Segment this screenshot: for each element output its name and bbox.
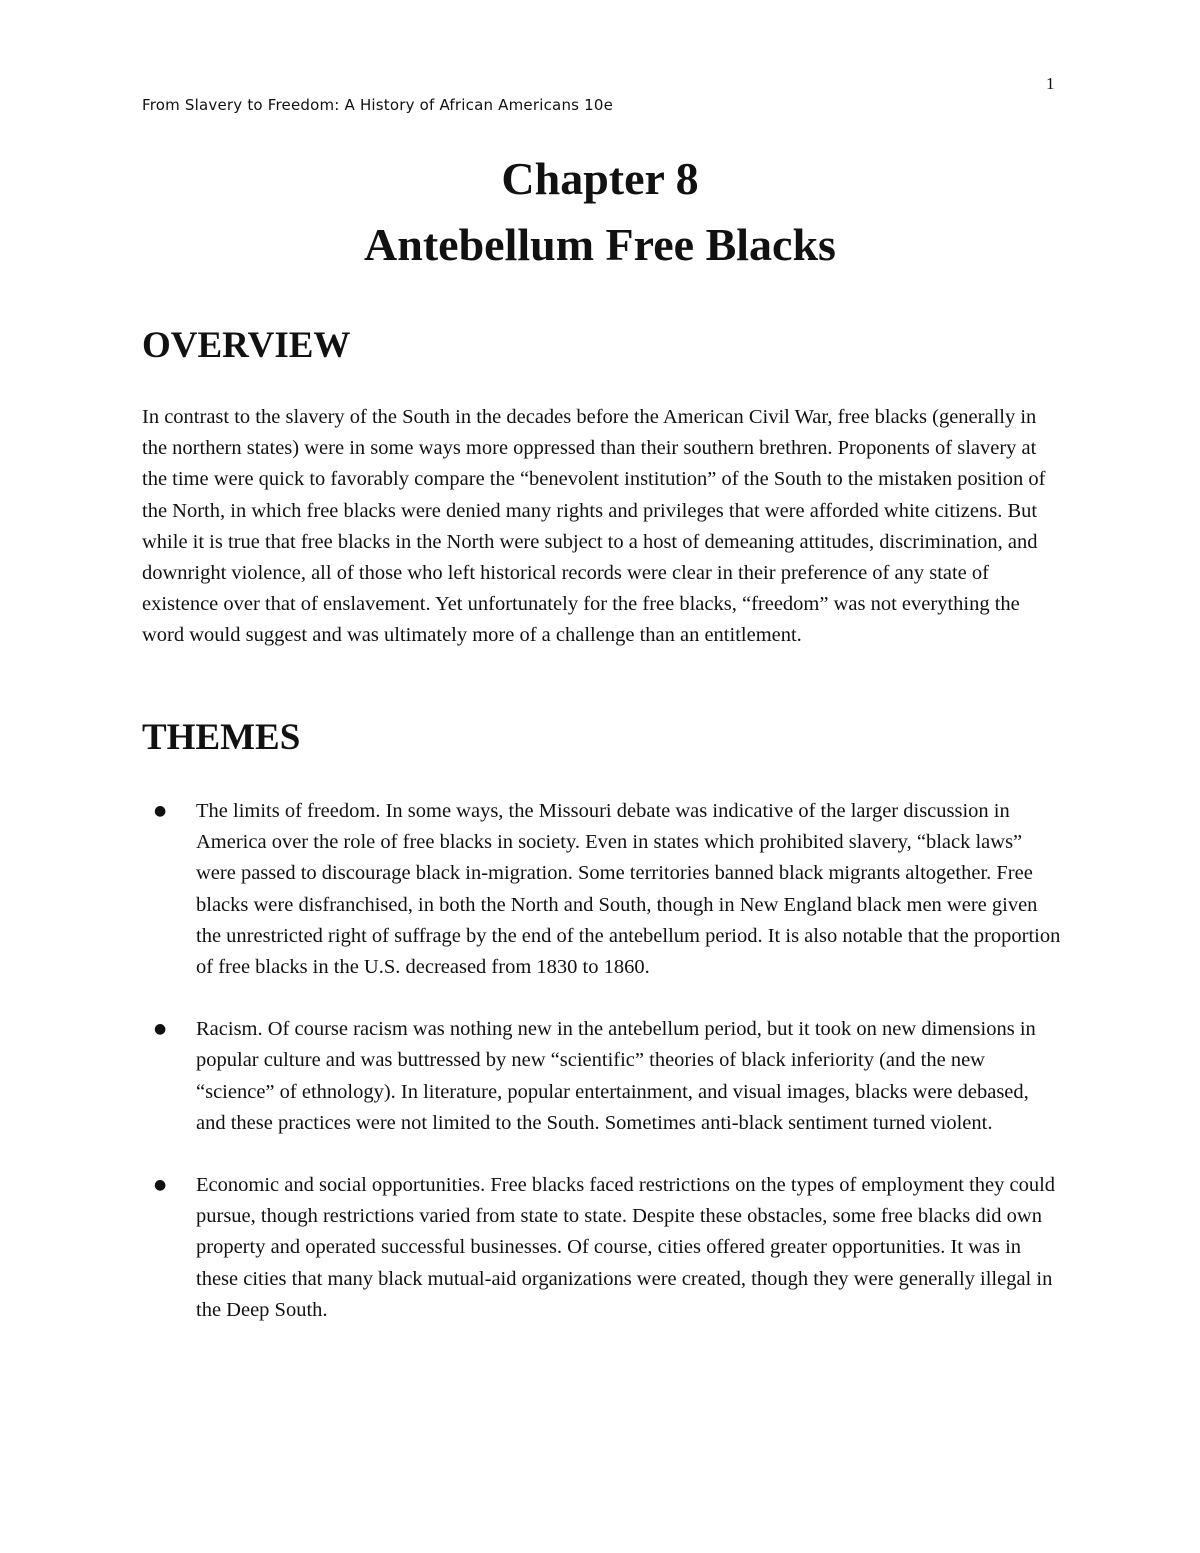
theme-text: Racism. Of course racism was nothing new in the antebellum period, but it took on new dimensions in popular culture and was buttressed by new “scientific” theories of black inferiority (and the new “science” of ethnology). In literature, popular entertainment, and visual images, blacks were debased, and these practices were not limited to the South. Sometimes anti-black sentiment turned violent. bbox=[196, 1018, 1036, 1134]
running-header: From Slavery to Freedom: A History of African Americans 10e bbox=[142, 96, 614, 114]
chapter-subtitle: Antebellum Free Blacks bbox=[364, 219, 836, 270]
theme-text: Economic and social opportunities. Free blacks faced restrictions on the types of employment they could pursue, though restrictions varied from state to state. Despite these obstacles, some free blacks did own property and operated successful businesses. Of course, cities offered greater opportunities. It was in these cities that many black mutual-aid organizations were created, though they were generally illegal in the Deep South. bbox=[196, 1174, 1056, 1321]
bullet-icon: ● bbox=[154, 1177, 167, 1194]
page-number: 1 bbox=[1046, 74, 1055, 93]
chapter-label: Chapter 8 bbox=[501, 153, 699, 204]
overview-heading: OVERVIEW bbox=[142, 325, 351, 366]
themes-heading: THEMES bbox=[142, 717, 301, 758]
bullet-icon: ● bbox=[154, 1021, 167, 1038]
theme-text: The limits of freedom. In some ways, the Missouri debate was indicative of the larger discussion in America over the role of free blacks in society. Even in states which prohibited slavery, “black laws” were passed to discourage black in-migration. Some territories banned black migrants altogether. Free blacks were disfranchised, in both the North and South, though in New England black men were given the unrestricted right of suffrage by the end of the antebellum period. It is also notable that the proportion of free blacks in the U.S. decreased from 1830 to 1860. bbox=[196, 800, 1061, 979]
chapter-title bbox=[0, 146, 1200, 278]
bullet-icon: ● bbox=[154, 803, 167, 819]
theme-item-economic-social-opportunities bbox=[142, 1170, 1062, 1326]
themes-list bbox=[142, 796, 1062, 1357]
overview-paragraph: In contrast to the slavery of the South in the decades before the American Civil War, free blacks (generally in the northern states) were in some ways more oppressed than their southern brethren. Proponents of slavery at the time were quick to favorably compare the “benevolent institution” of the South to the mistaken position of the North, in which free blacks were denied many rights and privileges that were afforded white citizens. But while it is true that free blacks in the North were subject to a host of demeaning attitudes, discrimination, and downright violence, all of those who left historical records were clear in their preference of any state of existence over that of enslavement. Yet unfortunately for the free blacks, “freedom” was not everything the word would suggest and was ultimately more of a challenge than an entitlement. bbox=[142, 406, 1046, 647]
theme-item-racism bbox=[142, 1014, 1062, 1139]
theme-item-limits-of-freedom bbox=[142, 796, 1062, 983]
